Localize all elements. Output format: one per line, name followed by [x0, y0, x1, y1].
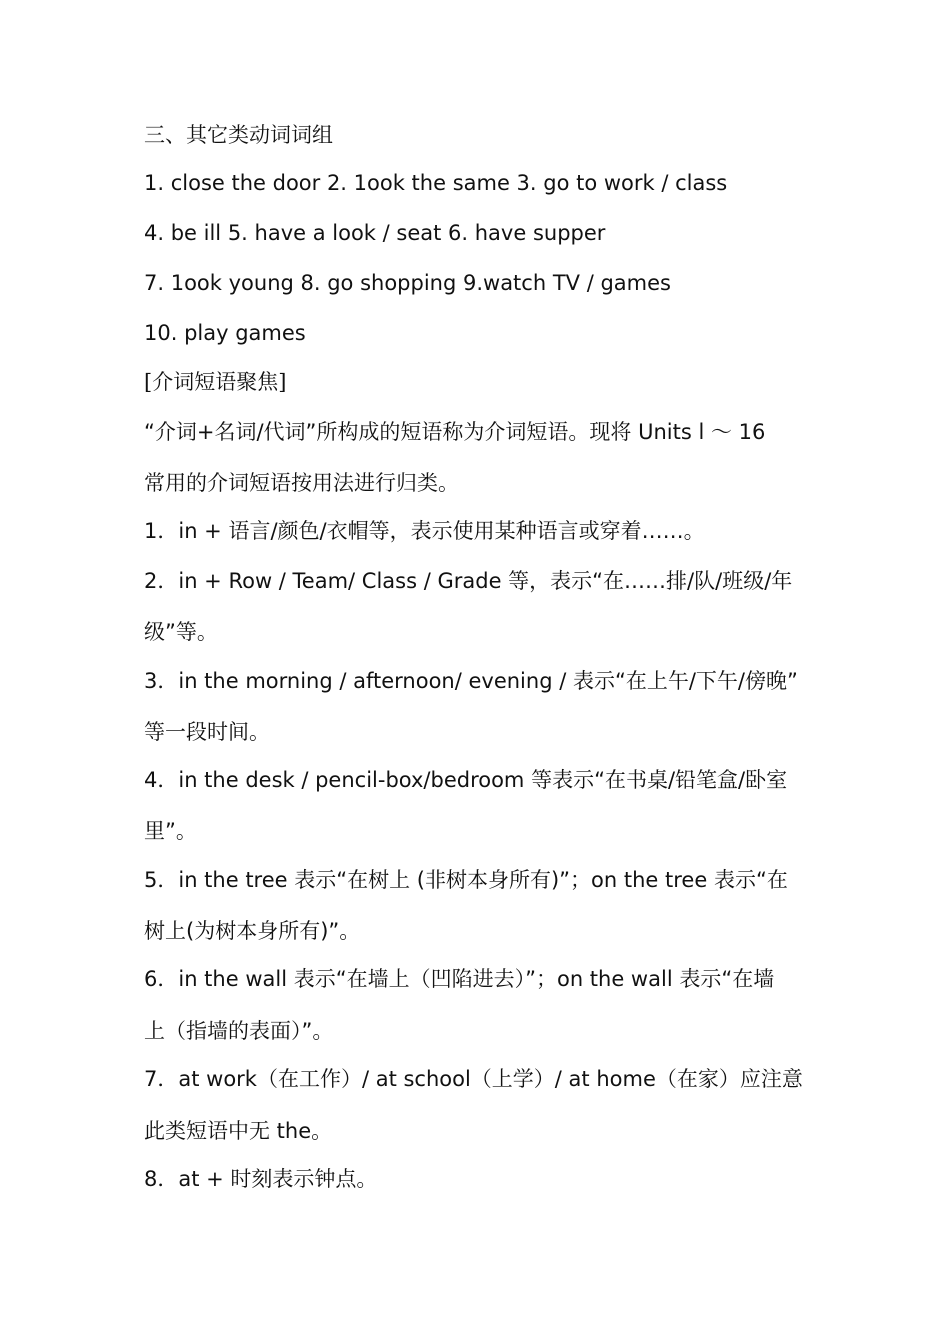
verb-phrase-line: 10. play games — [144, 321, 306, 345]
rule-line: 此类短语中无 the。 — [144, 1119, 333, 1143]
rule-line: 树上(为树本身所有)”。 — [144, 919, 361, 943]
rule-line: 等一段时间。 — [144, 720, 270, 744]
rule-line: 上（指墙的表面）”。 — [144, 1019, 334, 1043]
rule-line: 级”等。 — [144, 620, 218, 644]
rule-line: 4．in the desk / pencil-box/bedroom 等表示“在书桌/铅笔盒/卧室 — [144, 768, 788, 792]
verb-phrase-line: 1. close the door 2. 1ook the same 3. go to work / class — [144, 171, 728, 195]
rule-line: 3．in the morning / afternoon/ evening / 表示“在上午/下午/傍晚” — [144, 669, 798, 693]
rule-line: 5．in the tree 表示“在树上 (非树本身所有)”；on the tree 表示“在 — [144, 868, 788, 892]
section-heading: 三、其它类动词词组 — [144, 123, 333, 147]
rule-line: 里”。 — [144, 819, 197, 843]
rule-line: 8．at + 时刻表示钟点。 — [144, 1167, 378, 1191]
rule-line: 1．in + 语言/颜色/衣帽等，表示使用某种语言或穿着……。 — [144, 519, 705, 543]
rule-line: 6．in the wall 表示“在墙上（凹陷进去）”；on the wall 表示“在墙 — [144, 967, 775, 991]
prep-phrase-heading: [介词短语聚焦] — [144, 370, 287, 394]
intro-line: “介词+名词/代词”所构成的短语称为介词短语。现将 Units l ～ 16 — [144, 420, 766, 444]
verb-phrase-line: 4. be ill 5. have a look / seat 6. have supper — [144, 221, 606, 245]
rule-line: 7．at work（在工作）/ at school（上学）/ at home（在家）应注意 — [144, 1067, 803, 1091]
rule-line: 2．in + Row / Team/ Class / Grade 等，表示“在……排/队/班级/年 — [144, 569, 793, 593]
intro-line: 常用的介词短语按用法进行归类。 — [144, 471, 459, 495]
verb-phrase-line: 7. 1ook young 8. go shopping 9.watch TV / games — [144, 271, 671, 295]
